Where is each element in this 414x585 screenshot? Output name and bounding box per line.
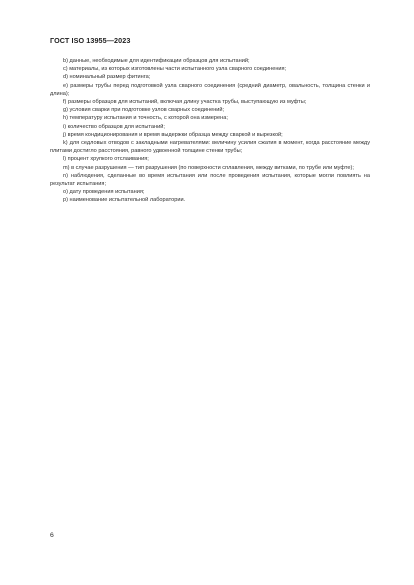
document-header: ГОСТ ISO 13955—2023 — [50, 36, 131, 45]
list-item-e: e) размеры трубы перед подготовкой узла сварного соединения (средний диаметр, овальность, толщина стенки и длина); — [50, 82, 370, 97]
list-item-g: g) условия сварки при подготовке узлов сварных соединений; — [63, 107, 225, 114]
list-item-h: h) температуру испытания и точность, с которой она измерена; — [63, 115, 228, 122]
list-item-b: b) данные, необходимые для идентификации образцов для испытаний; — [63, 58, 250, 64]
list-item-f: f) размеры образцов для испытаний, включая длину участка трубы, выступающую из муфты; — [63, 99, 307, 106]
page-number: 6 — [50, 532, 54, 539]
list-item-n: n) наблюдения, сделанные во время испытания или после проведения испытания, которые могли повлиять на результат испытания; — [50, 172, 370, 188]
document-body — [50, 57, 370, 205]
list-item-o: o) дату проведения испытания; — [63, 189, 145, 196]
list-item-m: m) в случае разрушения — тип разрушения (по поверхности сплавления, между витками, по трубе или муфте); — [63, 164, 354, 171]
list-item-i: i) количество образцов для испытаний; — [63, 123, 165, 130]
list-item-c: c) материалы, из которых изготовлены части испытанного узла сварного соединения; — [63, 66, 287, 73]
list-item-p: p) наименование испытательной лаборатории. — [63, 197, 186, 204]
list-item-l: l) процент хрупкого отслаивания; — [63, 156, 149, 163]
list-item-d: d) номинальный размер фитинга; — [63, 74, 151, 81]
list-item-k: k) для седловых отводов с закладными нагревателями: величину усилия сжатия в момент, когда расстояние между плитами достигло расстояния, равного удвоенной толщине стенки трубы; — [50, 140, 370, 155]
list-item-j: j) время кондиционирования и время выдержки образца между сваркой и вырезкой; — [63, 131, 283, 138]
